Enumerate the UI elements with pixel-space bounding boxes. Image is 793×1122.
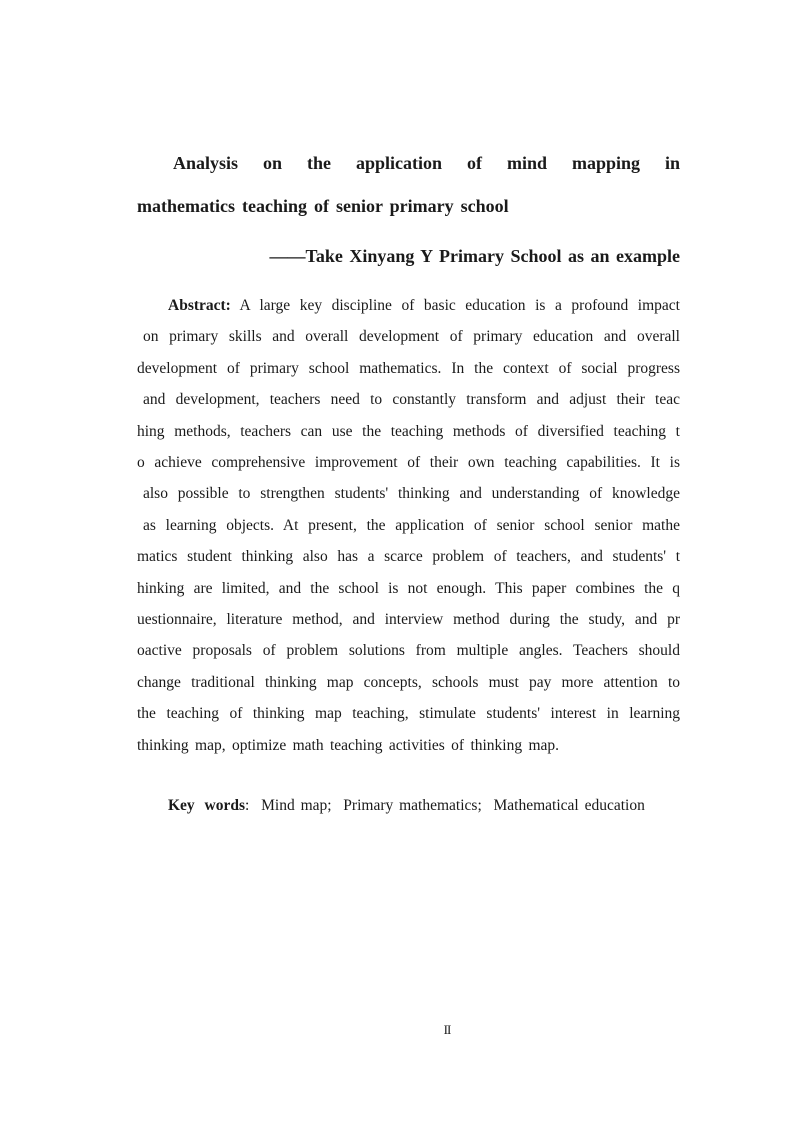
- abstract-line: change traditional thinking map concepts, schools must pay more attention to: [137, 673, 680, 691]
- page-number: II: [443, 1022, 451, 1037]
- title-line-2: mathematics teaching of senior primary school: [137, 196, 509, 216]
- abstract-line: also possible to strengthen students' thinking and understanding of knowledge: [143, 485, 680, 503]
- abstract-line: o achieve comprehensive improvement of their own teaching capabilities. It is: [137, 454, 680, 472]
- abstract-line: as learning objects. At present, the application of senior school senior mathe: [143, 516, 680, 534]
- abstract-line: matics student thinking also has a scarce problem of teachers, and students' t: [137, 548, 680, 566]
- title-line-1: Analysis on the application of mind mapping in: [173, 153, 680, 173]
- keywords-text: : Mind map; Primary mathematics; Mathematical education: [245, 797, 645, 814]
- abstract-line: thinking map, optimize math teaching activities of thinking map.: [137, 736, 560, 754]
- abstract-line-text: A large key discipline of basic education is a profound impact: [239, 297, 680, 314]
- abstract-line: oactive proposals of problem solutions from multiple angles. Teachers should: [137, 642, 680, 660]
- abstract-section: [137, 290, 680, 761]
- paper-title: [137, 142, 680, 228]
- abstract-line: on primary skills and overall development of primary education and overall: [143, 328, 680, 346]
- abstract-label: Abstract:: [168, 297, 231, 314]
- abstract-line: the teaching of thinking map teaching, stimulate students' interest in learning: [137, 705, 680, 723]
- paper-subtitle: ——Take Xinyang Y Primary School as an example: [269, 246, 680, 266]
- keywords-line: [137, 790, 680, 821]
- abstract-line: uestionnaire, literature method, and interview method during the study, and pr: [137, 611, 680, 629]
- abstract-line: and development, teachers need to constantly transform and adjust their teac: [143, 391, 680, 409]
- keywords-label: Key words: [168, 797, 246, 814]
- abstract-line: hing methods, teachers can use the teaching methods of diversified teaching t: [137, 422, 680, 440]
- abstract-line: hinking are limited, and the school is not enough. This paper combines the q: [137, 579, 680, 597]
- abstract-line: [137, 290, 680, 321]
- abstract-line: development of primary school mathematics. In the context of social progress: [137, 359, 680, 377]
